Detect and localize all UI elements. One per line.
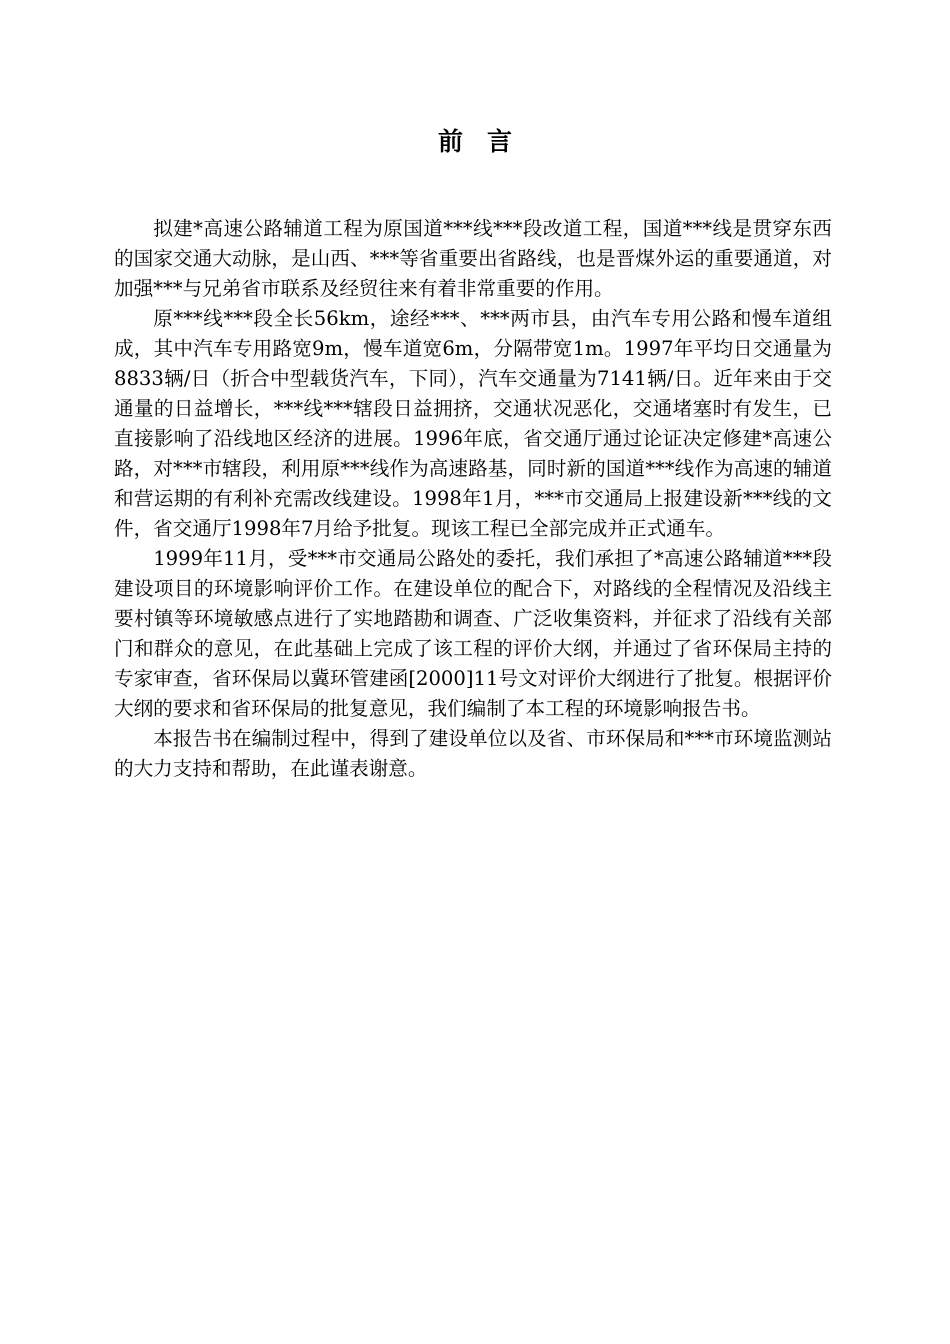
page-title: 前言 [437, 127, 536, 156]
paragraph-3: 1999年11月，受***市交通局公路处的委托，我们承担了*高速公路辅道***段建设项目的环境影响评价工作。在建设单位的配合下，对路线的全程情况及沿线主要村镇等环境敏感点进行了实地踏勘和调查、广泛收集资料，并征求了沿线有关部门和群众的意见，在此基础上完成了该工程的评价大纲，并通过了省环保局主持的专家审查，省环保局以冀环管建函[2000]11号文对评价大纲进行了批复。根据评价大纲的要求和省环保局的批复意见，我们编制了本工程的环境影响报告书。 [114, 547, 832, 720]
paragraph-2: 原***线***段全长56km，途经***、***两市县，由汽车专用公路和慢车道组成，其中汽车专用路宽9m，慢车道宽6m，分隔带宽1m。1997年平均日交通量为8833辆/日（折合中型载货汽车，下同），汽车交通量为7141辆/日。近年来由于交通量的日益增长，***线***辖段日益拥挤，交通状况恶化，交通堵塞时有发生，已直接影响了沿线地区经济的进展。1996年底，省交通厅通过论证决定修建*高速公路，对***市辖段，利用原***线作为高速路基，同时新的国道***线作为高速的辅道和营运期的有利补充需改线建设。1998年1月，***市交通局上报建设新***线的文件，省交通厅1998年7月给予批复。现该工程已全部完成并正式通车。 [114, 307, 832, 540]
paragraph-4: 本报告书在编制过程中，得到了建设单位以及省、市环保局和***市环境监测站的大力支持和帮助，在此谨表谢意。 [114, 727, 832, 780]
body-text [114, 214, 832, 784]
paragraph-1: 拟建*高速公路辅道工程为原国道***线***段改道工程，国道***线是贯穿东西的国家交通大动脉，是山西、***等省重要出省路线，也是晋煤外运的重要通道，对加强***与兄弟省市联系及经贸往来有着非常重要的作用。 [114, 217, 832, 300]
